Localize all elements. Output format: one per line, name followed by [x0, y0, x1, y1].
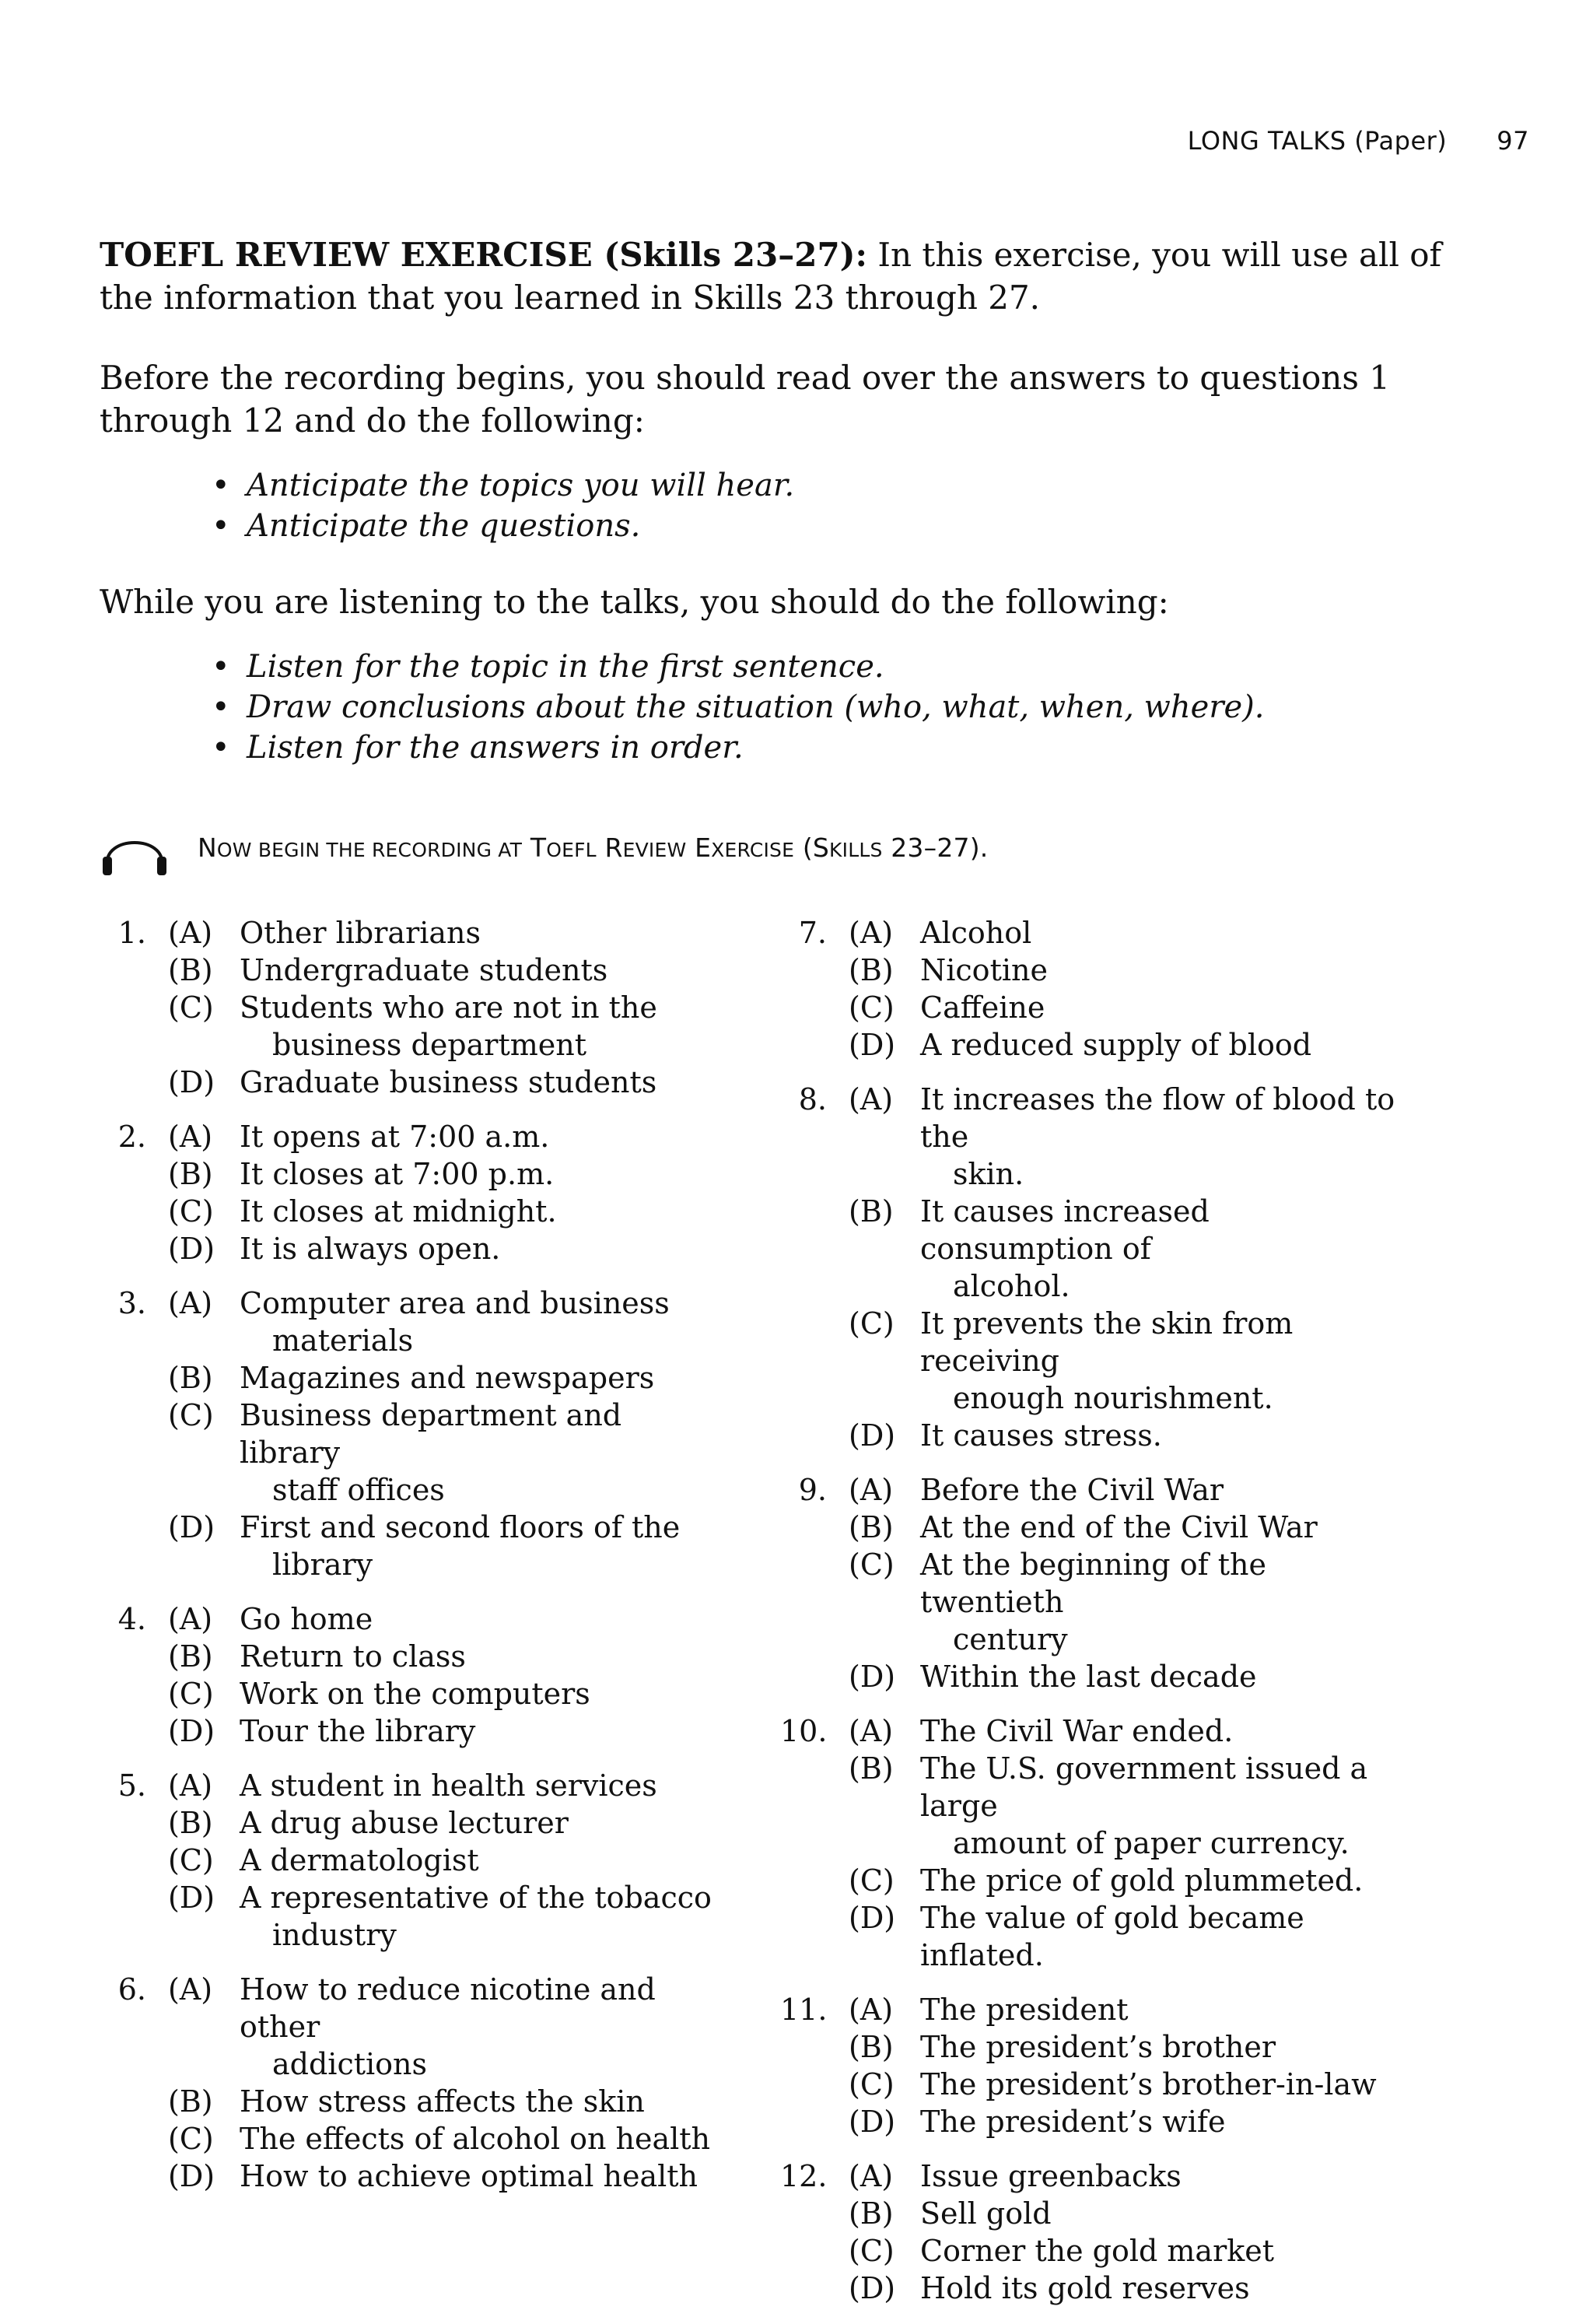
question-columns [100, 914, 1461, 2324]
option-text-continued: library [272, 1548, 373, 1582]
answer-options [849, 914, 1402, 1064]
option-text-line: The Civil War ended. [920, 1714, 1234, 1748]
option-letter: (D) [168, 1881, 215, 1915]
answer-option [849, 1026, 1402, 1064]
option-text-line: It opens at 7:00 a.m. [240, 1120, 550, 1154]
option-text-line: A reduced supply of blood [920, 1028, 1312, 1062]
answer-option [849, 1991, 1402, 2028]
answer-option [168, 1712, 722, 1750]
option-text-continued: industry [272, 1918, 397, 1952]
option-letter: (A) [849, 1082, 894, 1116]
question-number: 6. [117, 1972, 146, 2007]
option-text-continued: skin. [953, 1157, 1024, 1191]
answer-options [168, 1118, 722, 1267]
option-text-line: Corner the gold market [920, 2234, 1275, 2268]
option-letter: (C) [168, 1843, 214, 1877]
question-number: 2. [117, 1120, 146, 1154]
option-text-line: Graduate business students [240, 1065, 657, 1099]
option-text [240, 1638, 722, 1675]
option-text-line: It is always open. [240, 1232, 501, 1266]
answer-option [168, 1971, 722, 2083]
answer-options [849, 2157, 1402, 2307]
option-text [920, 1546, 1402, 1658]
option-text-line: It causes increased consumption of [920, 1194, 1210, 1266]
answer-option [849, 2028, 1402, 2066]
option-text [920, 1193, 1402, 1305]
option-text [920, 1026, 1402, 1064]
option-text [240, 1509, 722, 1583]
option-letter: (A) [168, 1120, 213, 1154]
answer-options [168, 1971, 722, 2195]
option-text-line: A student in health services [240, 1768, 657, 1803]
answer-option [849, 1862, 1402, 1899]
option-text [240, 952, 722, 989]
option-text [240, 1230, 722, 1267]
option-letter: (C) [849, 1548, 895, 1582]
right-column [780, 914, 1461, 2324]
option-text-continued: addictions [272, 2047, 428, 2081]
answer-option [849, 1081, 1402, 1193]
option-letter: (B) [168, 1806, 213, 1840]
option-letter: (A) [849, 1993, 894, 2027]
question-number: 9. [798, 1473, 827, 1507]
option-letter: (B) [168, 1639, 213, 1674]
option-text [920, 1081, 1402, 1193]
option-letter: (C) [168, 2122, 214, 2156]
answer-option [849, 914, 1402, 952]
question-3 [100, 1285, 780, 1583]
option-letter: (B) [849, 2196, 894, 2231]
answer-option [168, 1509, 722, 1583]
option-text [920, 914, 1402, 952]
answer-option [168, 1064, 722, 1101]
answer-option [168, 989, 722, 1064]
option-text [920, 2232, 1402, 2270]
page-number: 97 [1497, 126, 1529, 156]
option-letter: (C) [849, 2067, 895, 2101]
recording-text: NOW BEGIN THE RECORDING AT TOEFL REVIEW EXERCISE (SKILLS 23–27). [198, 832, 989, 863]
option-text-line: Issue greenbacks [920, 2159, 1182, 2193]
option-text-line: It closes at 7:00 p.m. [240, 1157, 555, 1191]
option-text-line: The U.S. government issued a large [920, 1751, 1368, 1823]
answer-option [849, 952, 1402, 989]
option-text [920, 2195, 1402, 2232]
answer-options [849, 1081, 1402, 1454]
option-text [240, 2083, 722, 2120]
question-number: 5. [117, 1768, 146, 1803]
question-6 [100, 1971, 780, 2195]
option-letter: (C) [849, 1306, 895, 1341]
option-text [920, 1991, 1402, 2028]
option-text [920, 1417, 1402, 1454]
option-text-line: Hold its gold reserves [920, 2271, 1250, 2305]
answer-option [168, 1230, 722, 1267]
option-text-line: Nicotine [920, 953, 1048, 987]
option-text-line: Other librarians [240, 916, 481, 950]
answer-options [849, 1991, 1402, 2140]
answer-option [168, 952, 722, 989]
option-text-line: Undergraduate students [240, 953, 608, 987]
option-text [240, 1600, 722, 1638]
option-letter: (C) [168, 1677, 214, 1711]
option-text-continued: enough nourishment. [953, 1381, 1273, 1415]
option-text-line: How to reduce nicotine and other [240, 1972, 656, 2044]
option-text-line: The price of gold plummeted. [920, 1863, 1364, 1898]
option-text-line: The president’s brother [920, 2030, 1276, 2064]
option-text [920, 1750, 1402, 1862]
option-letter: (D) [849, 1028, 896, 1062]
answer-option [168, 2157, 722, 2195]
option-letter: (C) [849, 1863, 895, 1898]
answer-option [849, 2066, 1402, 2103]
option-letter: (B) [168, 2084, 213, 2119]
option-text-line: Magazines and newspapers [240, 1361, 655, 1395]
option-text [240, 1804, 722, 1842]
option-text-line: A representative of the tobacco [240, 1881, 712, 1915]
question-number: 3. [117, 1286, 146, 1320]
option-text-line: At the end of the Civil War [920, 1510, 1318, 1544]
option-text [920, 1658, 1402, 1695]
option-text [920, 2103, 1402, 2140]
option-text [240, 1064, 722, 1101]
option-text-line: Work on the computers [240, 1677, 590, 1711]
option-text [920, 1899, 1402, 1974]
question-number: 1. [117, 916, 146, 950]
option-text-line: At the beginning of the twentieth [920, 1548, 1266, 1619]
option-text [240, 2157, 722, 2195]
answer-option [168, 1842, 722, 1879]
answer-option [849, 2103, 1402, 2140]
option-text-line: Return to class [240, 1639, 466, 1674]
answer-option [168, 1879, 722, 1954]
option-text [920, 1305, 1402, 1417]
option-text-line: A dermatologist [240, 1843, 479, 1877]
option-text [920, 1712, 1402, 1750]
answer-option [849, 1305, 1402, 1417]
option-letter: (C) [849, 990, 895, 1025]
option-letter: (D) [168, 1510, 215, 1544]
option-letter: (D) [849, 1901, 896, 1935]
option-text [920, 989, 1402, 1026]
option-text [920, 2270, 1402, 2307]
option-text-line: The value of gold became inflated. [920, 1901, 1304, 1972]
answer-option [168, 1285, 722, 1359]
option-text-line: Within the last decade [920, 1660, 1257, 1694]
option-text-continued: amount of paper currency. [953, 1826, 1350, 1860]
option-letter: (D) [168, 1714, 215, 1748]
option-letter: (D) [849, 2271, 896, 2305]
bullet-item: • Anticipate the questions. [212, 506, 1461, 546]
option-text [240, 1155, 722, 1193]
option-letter: (A) [849, 1714, 894, 1748]
option-letter: (C) [168, 990, 214, 1025]
headphones-icon [100, 818, 170, 877]
answer-option [849, 1658, 1402, 1695]
option-letter: (C) [849, 2234, 895, 2268]
question-number: 11. [780, 1993, 828, 2027]
option-letter: (B) [168, 1361, 213, 1395]
option-letter: (B) [849, 2030, 894, 2064]
answer-options [849, 1712, 1402, 1974]
answer-options [168, 1285, 722, 1583]
option-letter: (D) [849, 1660, 896, 1694]
option-text-continued: business department [272, 1028, 586, 1062]
option-letter: (D) [168, 2159, 215, 2193]
option-text [240, 1359, 722, 1397]
option-text-line: It prevents the skin from receiving [920, 1306, 1294, 1378]
option-text-continued: alcohol. [953, 1269, 1070, 1303]
answer-option [849, 989, 1402, 1026]
header-title: LONG TALKS (Paper) [1187, 126, 1448, 156]
option-text-line: Tour the library [240, 1714, 476, 1748]
option-letter: (B) [168, 953, 213, 987]
option-text [240, 1397, 722, 1509]
question-4 [100, 1600, 780, 1750]
option-text-line: How stress affects the skin [240, 2084, 645, 2119]
option-text-line: The president [920, 1993, 1129, 2027]
option-letter: (B) [849, 953, 894, 987]
answer-option [849, 1546, 1402, 1658]
option-text-line: Go home [240, 1602, 373, 1636]
option-text-line: Alcohol [920, 916, 1032, 950]
answer-option [168, 1118, 722, 1155]
option-letter: (A) [168, 1768, 213, 1803]
option-text-line: The effects of alcohol on health [240, 2122, 711, 2156]
option-text-line: First and second floors of the [240, 1510, 681, 1544]
question-10 [780, 1712, 1461, 1974]
intro-paragraph [100, 233, 1461, 319]
option-text [920, 952, 1402, 989]
option-letter: (B) [168, 1157, 213, 1191]
answer-option [849, 1899, 1402, 1974]
option-text [240, 1712, 722, 1750]
question-9 [780, 1471, 1461, 1695]
answer-option [168, 1600, 722, 1638]
option-text [240, 989, 722, 1064]
option-text-line: How to achieve optimal health [240, 2159, 698, 2193]
answer-option [168, 1675, 722, 1712]
option-text [920, 1509, 1402, 1546]
answer-option [849, 1750, 1402, 1862]
answer-options [168, 1767, 722, 1954]
option-letter: (C) [168, 1398, 214, 1432]
option-text-continued: staff offices [272, 1473, 445, 1507]
option-letter: (A) [168, 916, 213, 950]
answer-option [849, 1509, 1402, 1546]
option-letter: (B) [849, 1194, 894, 1229]
question-number: 7. [798, 916, 827, 950]
answer-options [168, 1600, 722, 1750]
question-5 [100, 1767, 780, 1954]
option-letter: (D) [168, 1065, 215, 1099]
option-text [920, 1471, 1402, 1509]
option-text [240, 2120, 722, 2157]
option-text [240, 1842, 722, 1879]
answer-option [168, 1155, 722, 1193]
option-text-line: Computer area and business [240, 1286, 670, 1320]
option-letter: (A) [168, 1972, 213, 2007]
option-letter: (C) [168, 1194, 214, 1229]
option-text [240, 1285, 722, 1359]
answer-option [849, 2232, 1402, 2270]
option-text-continued: materials [272, 1323, 414, 1358]
answer-option [168, 2083, 722, 2120]
question-7 [780, 914, 1461, 1064]
option-text [240, 1193, 722, 1230]
while-bullets [212, 647, 1461, 768]
answer-options [849, 1471, 1402, 1695]
option-text-line: The president’s wife [920, 2105, 1226, 2139]
option-text-line: It increases the flow of blood to the [920, 1082, 1395, 1154]
option-text-line: Before the Civil War [920, 1473, 1224, 1507]
question-8 [780, 1081, 1461, 1454]
option-text [240, 1879, 722, 1954]
option-letter: (A) [168, 1286, 213, 1320]
bullet-item: • Listen for the topic in the first sentence. [212, 647, 1461, 687]
answer-option [849, 1417, 1402, 1454]
option-text [240, 914, 722, 952]
answer-option [849, 1712, 1402, 1750]
answer-option [168, 1359, 722, 1397]
option-text [240, 1675, 722, 1712]
option-letter: (D) [849, 2105, 896, 2139]
answer-option [849, 1471, 1402, 1509]
answer-option [168, 2120, 722, 2157]
option-letter: (A) [849, 2159, 894, 2193]
question-number: 10. [780, 1714, 828, 1748]
option-letter: (A) [849, 916, 894, 950]
option-text-line: Caffeine [920, 990, 1045, 1025]
answer-option [849, 2270, 1402, 2307]
option-text-line: A drug abuse lecturer [240, 1806, 569, 1840]
answer-option [168, 1767, 722, 1804]
answer-option [168, 1638, 722, 1675]
before-bullets [212, 465, 1461, 546]
answer-option [849, 2157, 1402, 2195]
question-12 [780, 2157, 1461, 2307]
question-number: 4. [117, 1602, 146, 1636]
page-content [100, 233, 1461, 2324]
option-text [920, 2066, 1402, 2103]
answer-option [849, 2195, 1402, 2232]
option-text-line: Sell gold [920, 2196, 1052, 2231]
question-1 [100, 914, 780, 1101]
option-text [920, 2028, 1402, 2066]
exercise-title: TOEFL REVIEW EXERCISE (Skills 23–27): [100, 236, 868, 274]
option-text [920, 1862, 1402, 1899]
answer-option [168, 1397, 722, 1509]
running-header [1188, 126, 1529, 156]
answer-option [168, 1804, 722, 1842]
answer-option [168, 914, 722, 952]
option-text-line: The president’s brother-in-law [920, 2067, 1377, 2101]
option-letter: (B) [849, 1510, 894, 1544]
option-text [240, 1767, 722, 1804]
option-text [240, 1971, 722, 2083]
bullet-item: • Anticipate the topics you will hear. [212, 465, 1461, 506]
option-letter: (B) [849, 1751, 894, 1786]
bullet-item: • Listen for the answers in order. [212, 727, 1461, 768]
option-text-line: It causes stress. [920, 1418, 1162, 1453]
answer-option [849, 1193, 1402, 1305]
question-number: 8. [798, 1082, 827, 1116]
before-paragraph: Before the recording begins, you should read over the answers to questions 1 through 12 and do the following: [100, 359, 1390, 440]
answer-option [168, 1193, 722, 1230]
answer-options [168, 914, 722, 1101]
option-text-line: Students who are not in the [240, 990, 657, 1025]
recording-instruction [100, 818, 1461, 877]
left-column [100, 914, 780, 2324]
bullet-item: • Draw conclusions about the situation (who, what, when, where). [212, 687, 1461, 727]
option-letter: (A) [849, 1473, 894, 1507]
option-letter: (D) [168, 1232, 215, 1266]
option-text-line: It closes at midnight. [240, 1194, 557, 1229]
while-paragraph: While you are listening to the talks, you should do the following: [100, 583, 1169, 621]
option-text-continued: century [953, 1622, 1068, 1656]
option-letter: (A) [168, 1602, 213, 1636]
option-text [920, 2157, 1402, 2195]
question-11 [780, 1991, 1461, 2140]
option-text-line: Business department and library [240, 1398, 622, 1470]
intro-text: In this exercise, you will use all of the information that you learned in Skills 23 through 27. [100, 236, 1442, 317]
question-number: 12. [780, 2159, 828, 2193]
question-2 [100, 1118, 780, 1267]
option-text [240, 1118, 722, 1155]
option-letter: (D) [849, 1418, 896, 1453]
